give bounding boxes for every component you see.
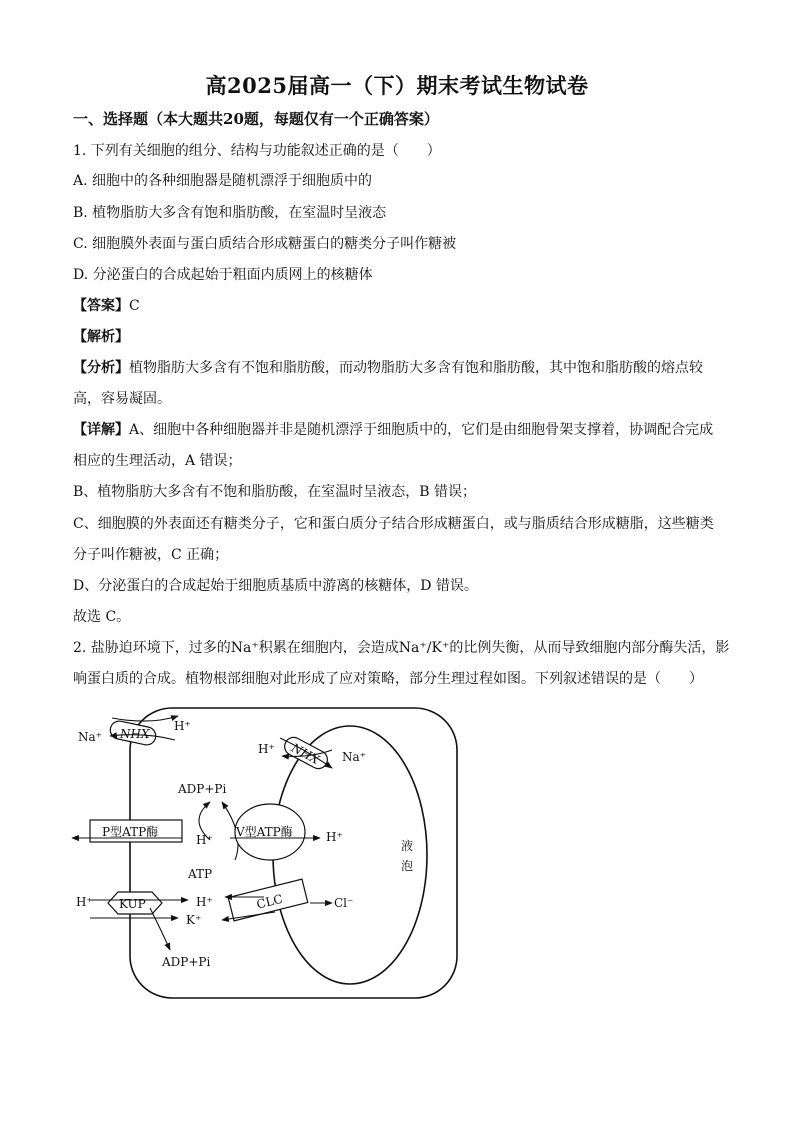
p-atpase-label: P型ATP酶 [102,825,159,839]
vacuole-label-2: 泡 [401,859,414,873]
fenxi-text-1: 植物脂肪大多含有不饱和脂肪酸，而动物脂肪大多含有饱和脂肪酸，其中饱和脂肪酸的熔点较 [129,360,703,376]
kup-transporter [90,892,188,950]
page-title: 高2025届高一（下）期末考试生物试卷 [205,73,589,98]
v-atpase [230,804,320,860]
nhx-transporter-vacuole [280,734,332,771]
atp-label: ATP [188,867,213,881]
analysis-c-2: 分子叫作糖被，C 正确； [73,547,229,563]
q1-option-c: C. 细胞膜外表面与蛋白质结合形成糖蛋白的糖类分子叫作糖被 [73,236,457,252]
q2-stem-1: 2. 盐胁迫环境下，过多的Na⁺积累在细胞内，会造成Na⁺/K⁺的比例失衡，从而导致细胞内部分酶失活，影 [73,640,730,656]
answer-row [73,296,140,316]
analysis-c-1: C、细胞膜的外表面还有糖类分子，它和蛋白质分子结合形成糖蛋白，或与脂质结合形成糖脂，这些糖类 [73,516,714,532]
xiangjie-text-1: A、细胞中各种细胞器并非是随机漂浮于细胞质中的，它们是由细胞骨架支撑着，协调配合完成 [129,422,714,438]
cell-transport-diagram [70,700,470,1005]
xiangjie-text-2: 相应的生理活动，A 错误； [73,453,242,469]
clc-label: CLC [255,891,285,912]
section-heading: 一、选择题（本大题共20题，每题仅有一个正确答案） [73,110,439,128]
cl-outside: Cl⁻ [334,896,354,910]
fenxi-row [73,358,703,378]
nhx-label-1: NHX [120,727,150,741]
q1-stem: 1. 下列有关细胞的组分、结构与功能叙述正确的是（ ） [73,143,441,159]
h-vacuole-right: H⁺ [326,830,343,844]
q1-option-d: D. 分泌蛋白的合成起始于粗面内质网上的核糖体 [73,267,373,283]
vacuole-label-1: 液 [401,839,414,853]
h-outside-bottom: H⁺ [76,895,93,909]
jiexi-row [73,327,129,347]
h-outside-top: H⁺ [174,719,191,733]
q2-stem-2: 响蛋白质的合成。植物根部细胞对此形成了应对策略，部分生理过程如图。下列叙述错误的是（ ） [73,671,703,687]
conclusion: 故选 C。 [73,609,131,625]
kup-label: KUP [119,897,146,911]
analysis-d: D、分泌蛋白的合成起始于细胞质基质中游离的核糖体，D 错误。 [73,578,478,594]
k-inside: K⁺ [186,913,202,927]
h-inside-bottom: H⁺ [196,895,213,909]
fenxi-tag: 【分析】 [73,360,129,376]
v-atpase-label: V型ATP酶 [236,825,293,839]
na-outside: Na⁺ [78,730,102,744]
nhx-transporter-plasma [109,716,178,747]
q1-option-b: B. 植物脂肪大多含有饱和脂肪酸，在室温时呈液态 [73,205,387,221]
nhx-label-2: NHX [289,740,322,767]
vacuole-membrane [273,726,427,984]
q1-option-a: A. 细胞中的各种细胞器是随机漂浮于细胞质中的 [73,173,373,189]
h-vacuole-nhx: H⁺ [258,742,275,756]
clc-transporter [222,879,332,921]
xiangjie-row [73,420,713,440]
jiexi-tag: 【解析】 [73,329,129,345]
xiangjie-tag: 【详解】 [73,422,129,438]
adp-pi-bottom: ADP+Pi [162,955,211,969]
analysis-b: B、植物脂肪大多含有不饱和脂肪酸，在室温时呈液态，B 错误； [73,484,477,500]
answer-value: C [129,298,140,314]
p-atpase [72,820,182,842]
fenxi-text-2: 高，容易凝固。 [73,391,171,407]
h-left-mid: H⁺ [196,833,213,847]
answer-tag: 【答案】 [73,298,129,314]
adp-pi-top: ADP+Pi [178,782,227,796]
na-vacuole: Na⁺ [342,750,366,764]
